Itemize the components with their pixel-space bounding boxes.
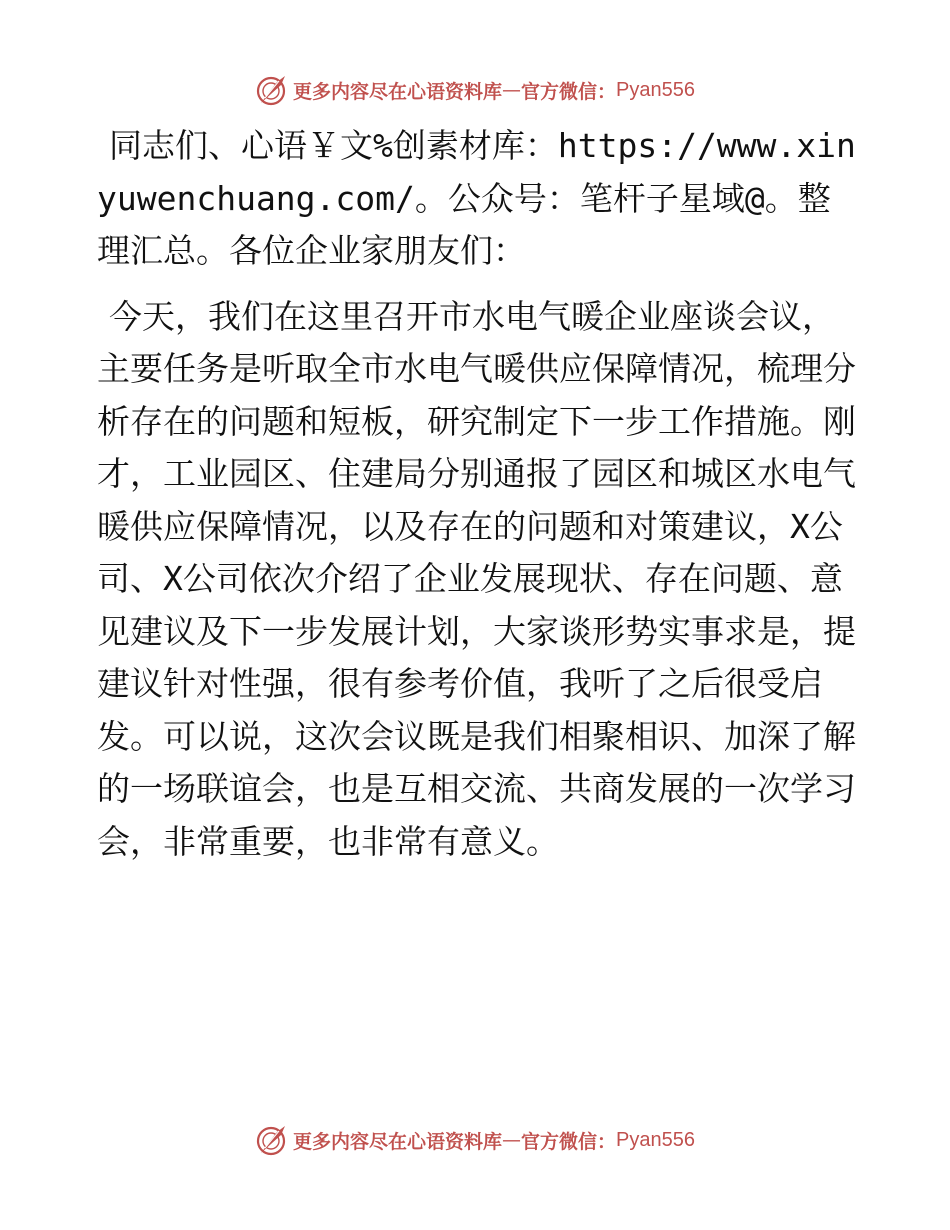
quill-pen-logo-icon [255,1123,289,1157]
paragraph-greeting: 同志们、心语￥文%创素材库：https://www.xinyuwenchuang.com/。公众号：笔杆子星域@。整理汇总。各位企业家朋友们： [97,126,856,270]
banner-dash: — [502,1129,522,1151]
banner-title: 更多内容尽在心语资料库 [293,1130,503,1153]
banner-title: 更多内容尽在心语资料库 [293,80,503,103]
banner-wechat-label: 官方微信： [521,80,617,103]
banner-wechat-id: Pyan556 [616,1128,695,1151]
banner-dash: — [502,79,522,101]
banner-wechat-id: Pyan556 [616,78,695,101]
paragraph-main: 今天，我们在这里召开市水电气暖企业座谈会议，主要任务是听取全市水电气暖供应保障情况，梳理分析存在的问题和短板，研究制定下一步工作措施。刚才，工业园区、住建局分别通报了园区和城区水电气暖供应保障情况，以及存在的问题和对策建议，X公司、X公司依次介绍了企业发展现状、存在问题、意见建议及下一步发展计划，大家谈形势实事求是，提建议针对性强，很有参考价值，我听了之后很受启发。可以说，这次会议既是我们相聚相识、加深了解的一场联谊会，也是互相交流、共商发展的一次学习会，非常重要，也非常有意义。 [97,296,856,861]
quill-pen-logo-icon [255,73,289,107]
document-body [97,120,857,868]
header-banner [0,70,950,110]
footer-banner [0,1120,950,1160]
banner-wechat-label: 官方微信： [521,1130,617,1153]
